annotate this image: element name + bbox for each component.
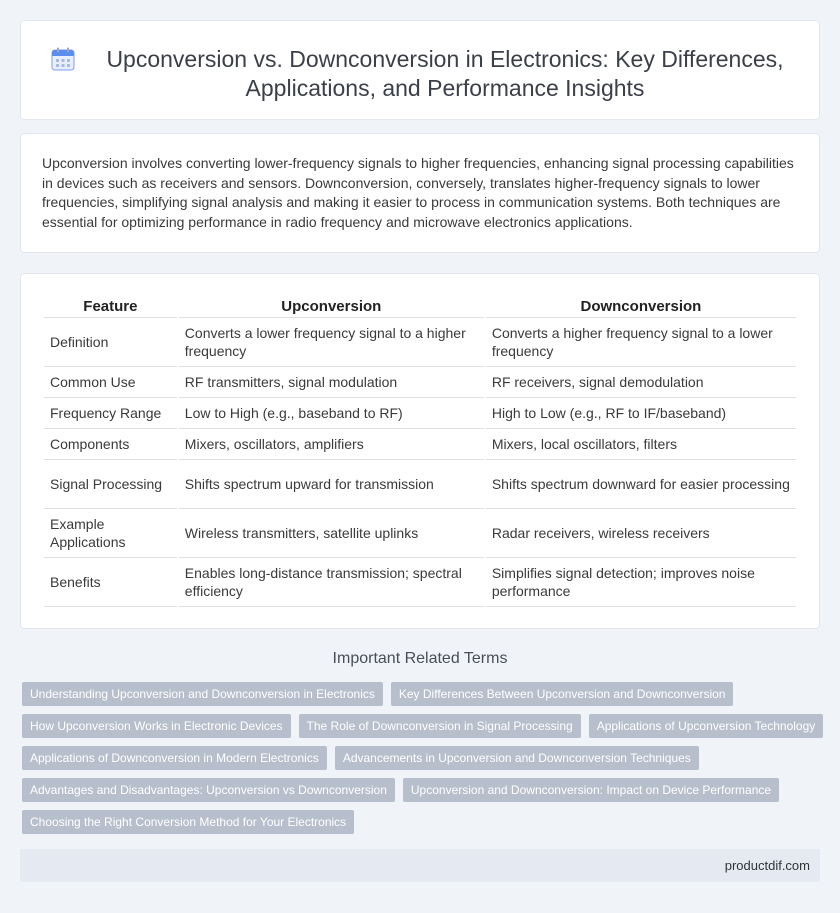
footer <box>20 849 820 882</box>
table-header-row <box>44 296 796 318</box>
header-upconversion: Upconversion <box>179 296 484 318</box>
related-term-tag[interactable]: How Upconversion Works in Electronic Devices <box>22 714 291 738</box>
tag-row <box>22 810 822 834</box>
downconversion-cell: Converts a higher frequency signal to a lower frequency <box>486 318 796 367</box>
header-downconversion: Downconversion <box>486 296 796 318</box>
table-row <box>44 318 796 367</box>
downconversion-cell: Radar receivers, wireless receivers <box>486 509 796 558</box>
tag-row <box>22 778 822 802</box>
upconversion-cell: Mixers, oscillators, amplifiers <box>179 429 484 460</box>
related-term-tag[interactable]: Choosing the Right Conversion Method for Your Electronics <box>22 810 354 834</box>
table-row <box>44 429 796 460</box>
tag-row <box>22 682 822 706</box>
table-row <box>44 367 796 398</box>
related-term-tag[interactable]: The Role of Downconversion in Signal Processing <box>299 714 581 738</box>
calendar-icon <box>51 47 75 71</box>
related-terms-title: Important Related Terms <box>332 650 508 667</box>
table-row <box>44 558 796 607</box>
related-term-tag[interactable]: Applications of Downconversion in Modern Electronics <box>22 746 327 770</box>
comparison-table <box>42 296 798 607</box>
table-row <box>44 398 796 429</box>
page-title: Upconversion vs. Downconversion in Electronics: Key Differences, Applications, and Performance Insights <box>106 46 784 101</box>
feature-cell: Benefits <box>44 558 177 607</box>
feature-cell: Definition <box>44 318 177 367</box>
table-row <box>44 509 796 558</box>
downconversion-cell: Simplifies signal detection; improves noise performance <box>486 558 796 607</box>
related-term-tag[interactable]: Applications of Upconversion Technology <box>589 714 824 738</box>
upconversion-cell: Enables long-distance transmission; spectral efficiency <box>179 558 484 607</box>
related-term-tag[interactable]: Key Differences Between Upconversion and Downconversion <box>391 682 734 706</box>
related-terms-list <box>22 682 822 842</box>
downconversion-cell: High to Low (e.g., RF to IF/baseband) <box>486 398 796 429</box>
related-term-tag[interactable]: Understanding Upconversion and Downconversion in Electronics <box>22 682 383 706</box>
tag-row <box>22 746 822 770</box>
downconversion-cell: RF receivers, signal demodulation <box>486 367 796 398</box>
upconversion-cell: Converts a lower frequency signal to a higher frequency <box>179 318 484 367</box>
downconversion-cell: Mixers, local oscillators, filters <box>486 429 796 460</box>
header-card <box>20 20 820 120</box>
upconversion-cell: Low to High (e.g., baseband to RF) <box>179 398 484 429</box>
upconversion-cell: Shifts spectrum upward for transmission <box>179 460 484 509</box>
feature-cell: Signal Processing <box>44 460 177 509</box>
related-term-tag[interactable]: Advantages and Disadvantages: Upconversion vs Downconversion <box>22 778 395 802</box>
feature-cell: Frequency Range <box>44 398 177 429</box>
feature-cell: Components <box>44 429 177 460</box>
upconversion-cell: RF transmitters, signal modulation <box>179 367 484 398</box>
tag-row <box>22 714 822 738</box>
feature-cell: Example Applications <box>44 509 177 558</box>
site-name[interactable]: productdif.com <box>724 858 810 873</box>
intro-text: Upconversion involves converting lower-frequency signals to higher frequencies, enhancing signal processing capabilities in devices such as receivers and sensors. Downconversion, conversely, translates higher-frequency signals to lower frequencies, simplifying signal analysis and making it easier to process in communication systems. Both techniques are essential for optimizing performance in radio frequency and microwave electronics applications. <box>42 155 794 230</box>
table-row <box>44 460 796 509</box>
feature-cell: Common Use <box>44 367 177 398</box>
intro-card <box>20 133 820 253</box>
upconversion-cell: Wireless transmitters, satellite uplinks <box>179 509 484 558</box>
related-term-tag[interactable]: Advancements in Upconversion and Downconversion Techniques <box>335 746 699 770</box>
downconversion-cell: Shifts spectrum downward for easier processing <box>486 460 796 509</box>
comparison-card <box>20 273 820 629</box>
header-feature: Feature <box>44 296 177 318</box>
related-term-tag[interactable]: Upconversion and Downconversion: Impact on Device Performance <box>403 778 779 802</box>
